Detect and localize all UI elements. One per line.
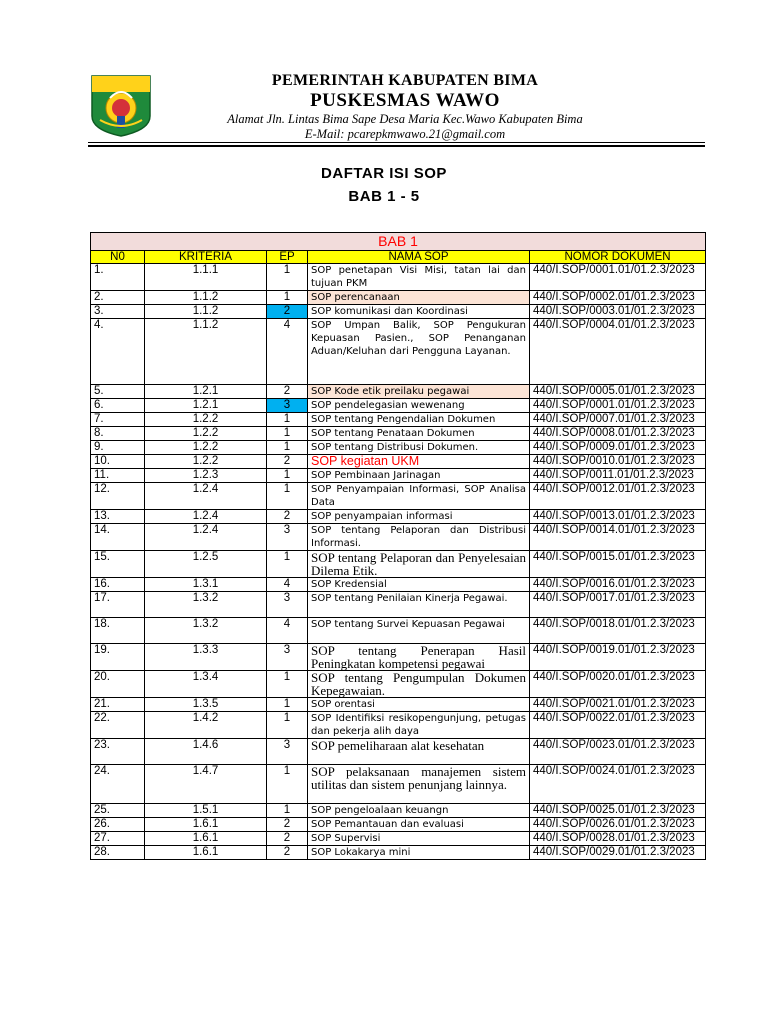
cell-kriteria: 1.2.4	[145, 524, 267, 551]
cell-ep: 1	[267, 483, 308, 510]
cell-nama: SOP Identifiksi resikopengunjung, petugas dan pekerja alih daya	[308, 712, 530, 739]
cell-nomor: 440/I.SOP/0003.01/01.2.3/2023	[530, 305, 706, 319]
cell-nama: SOP pelaksanaan manajemen sistem utilitas dan sistem penunjang lainnya.	[308, 765, 530, 804]
cell-no: 26.	[91, 818, 145, 832]
cell-kriteria: 1.4.2	[145, 712, 267, 739]
section-row	[91, 233, 706, 251]
cell-no: 23.	[91, 739, 145, 765]
cell-ep: 1	[267, 264, 308, 291]
table-row	[91, 455, 706, 469]
cell-nama: SOP tentang Penilaian Kinerja Pegawai.	[308, 592, 530, 618]
cell-kriteria: 1.4.7	[145, 765, 267, 804]
cell-kriteria: 1.2.2	[145, 455, 267, 469]
cell-kriteria: 1.3.3	[145, 644, 267, 671]
cell-no: 14.	[91, 524, 145, 551]
cell-kriteria: 1.6.1	[145, 846, 267, 860]
cell-nama: SOP Kode etik preilaku pegawai	[308, 385, 530, 399]
cell-no: 19.	[91, 644, 145, 671]
cell-kriteria: 1.2.2	[145, 427, 267, 441]
table-row	[91, 483, 706, 510]
table-row	[91, 291, 706, 305]
header-nomor-dokumen: NOMOR DOKUMEN	[530, 251, 706, 264]
cell-kriteria: 1.2.1	[145, 385, 267, 399]
table-row	[91, 510, 706, 524]
cell-ep: 4	[267, 319, 308, 385]
cell-no: 1.	[91, 264, 145, 291]
table-row	[91, 818, 706, 832]
cell-nama: SOP tentang Pelaporan dan Distribusi Informasi.	[308, 524, 530, 551]
cell-ep: 1	[267, 441, 308, 455]
header-row	[91, 251, 706, 264]
cell-ep: 2	[267, 846, 308, 860]
cell-kriteria: 1.3.1	[145, 578, 267, 592]
table-row	[91, 698, 706, 712]
cell-no: 16.	[91, 578, 145, 592]
email: E-Mail: pcarepkmwawo.21@gmail.com	[304, 127, 506, 141]
header-no: N0	[91, 251, 145, 264]
cell-no: 5.	[91, 385, 145, 399]
cell-no: 4.	[91, 319, 145, 385]
cell-nama: SOP tentang Penataan Dokumen	[308, 427, 530, 441]
table-row	[91, 264, 706, 291]
cell-nomor: 440/I.SOP/0001.01/01.2.3/2023	[530, 264, 706, 291]
cell-kriteria: 1.2.4	[145, 510, 267, 524]
cell-kriteria: 1.4.6	[145, 739, 267, 765]
bima-regency-emblem-icon	[90, 72, 152, 138]
table-row	[91, 551, 706, 578]
cell-no: 22.	[91, 712, 145, 739]
cell-no: 3.	[91, 305, 145, 319]
cell-ep: 1	[267, 804, 308, 818]
cell-kriteria: 1.3.2	[145, 592, 267, 618]
cell-ep: 2	[267, 385, 308, 399]
sop-table	[90, 232, 706, 860]
table-row	[91, 399, 706, 413]
table-row	[91, 671, 706, 698]
table-row	[91, 305, 706, 319]
letterhead-text	[160, 72, 650, 142]
cell-kriteria: 1.2.1	[145, 399, 267, 413]
cell-no: 7.	[91, 413, 145, 427]
cell-ep: 1	[267, 712, 308, 739]
cell-nomor: 440/I.SOP/0029.01/01.2.3/2023	[530, 846, 706, 860]
cell-nama: SOP tentang Penerapan Hasil Peningkatan kompetensi pegawai	[308, 644, 530, 671]
cell-nama: SOP pengeloalaan keuangn	[308, 804, 530, 818]
cell-ep: 4	[267, 578, 308, 592]
table-row	[91, 469, 706, 483]
cell-nomor: 440/I.SOP/0026.01/01.2.3/2023	[530, 818, 706, 832]
cell-nomor: 440/I.SOP/0007.01/01.2.3/2023	[530, 413, 706, 427]
cell-ep: 2	[267, 818, 308, 832]
cell-nama: SOP orentasi	[308, 698, 530, 712]
cell-no: 13.	[91, 510, 145, 524]
cell-nomor: 440/I.SOP/0021.01/01.2.3/2023	[530, 698, 706, 712]
cell-kriteria: 1.6.1	[145, 818, 267, 832]
cell-kriteria: 1.1.2	[145, 305, 267, 319]
cell-ep: 1	[267, 671, 308, 698]
cell-no: 8.	[91, 427, 145, 441]
letterhead	[0, 60, 768, 140]
table-row	[91, 385, 706, 399]
cell-nama: SOP Pemantauan dan evaluasi	[308, 818, 530, 832]
cell-nomor: 440/I.SOP/0018.01/01.2.3/2023	[530, 618, 706, 644]
cell-nomor: 440/I.SOP/0028.01/01.2.3/2023	[530, 832, 706, 846]
cell-nomor: 440/I.SOP/0005.01/01.2.3/2023	[530, 385, 706, 399]
cell-kriteria: 1.3.5	[145, 698, 267, 712]
cell-ep: 3	[267, 524, 308, 551]
cell-no: 10.	[91, 455, 145, 469]
cell-nomor: 440/I.SOP/0001.01/01.2.3/2023	[530, 399, 706, 413]
table-row	[91, 524, 706, 551]
cell-ep: 1	[267, 413, 308, 427]
cell-nomor: 440/I.SOP/0025.01/01.2.3/2023	[530, 804, 706, 818]
cell-no: 28.	[91, 846, 145, 860]
cell-nama: SOP Kredensial	[308, 578, 530, 592]
cell-ep: 1	[267, 765, 308, 804]
table-row	[91, 427, 706, 441]
address: Alamat Jln. Lintas Bima Sape Desa Maria Kec.Wawo Kabupaten Bima	[227, 112, 583, 126]
cell-ep: 3	[267, 739, 308, 765]
cell-no: 2.	[91, 291, 145, 305]
table-row	[91, 441, 706, 455]
cell-nomor: 440/I.SOP/0019.01/01.2.3/2023	[530, 644, 706, 671]
cell-no: 25.	[91, 804, 145, 818]
cell-ep: 2	[267, 305, 308, 319]
cell-nama: SOP tentang Pelaporan dan Penyelesaian Dilema Etik.	[308, 551, 530, 578]
cell-nama: SOP Penyampaian Informasi, SOP Analisa Data	[308, 483, 530, 510]
document-subtitle: BAB 1 - 5	[348, 188, 420, 205]
government-name: PEMERINTAH KABUPATEN BIMA	[271, 72, 539, 89]
letterhead-rule-thick	[88, 145, 705, 147]
table-row	[91, 413, 706, 427]
table-row	[91, 765, 706, 804]
cell-no: 17.	[91, 592, 145, 618]
cell-kriteria: 1.5.1	[145, 804, 267, 818]
cell-ep: 3	[267, 592, 308, 618]
table-row	[91, 644, 706, 671]
table-row	[91, 846, 706, 860]
cell-kriteria: 1.3.4	[145, 671, 267, 698]
letterhead-rule	[88, 142, 705, 143]
cell-nama: SOP perencanaan	[308, 291, 530, 305]
table-row	[91, 592, 706, 618]
cell-nomor: 440/I.SOP/0009.01/01.2.3/2023	[530, 441, 706, 455]
cell-ep: 2	[267, 510, 308, 524]
cell-ep: 4	[267, 618, 308, 644]
cell-nama: SOP Supervisi	[308, 832, 530, 846]
table-row	[91, 319, 706, 385]
cell-nama: SOP Lokakarya mini	[308, 846, 530, 860]
cell-nomor: 440/I.SOP/0017.01/01.2.3/2023	[530, 592, 706, 618]
table-row	[91, 578, 706, 592]
cell-kriteria: 1.3.2	[145, 618, 267, 644]
cell-nama: SOP komunikasi dan Koordinasi	[308, 305, 530, 319]
cell-kriteria: 1.2.5	[145, 551, 267, 578]
table-row	[91, 739, 706, 765]
cell-nama: SOP penetapan Visi Misi, tatan lai dan tujuan PKM	[308, 264, 530, 291]
cell-nama: SOP tentang Pengendalian Dokumen	[308, 413, 530, 427]
cell-ep: 3	[267, 399, 308, 413]
table-row	[91, 804, 706, 818]
cell-no: 12.	[91, 483, 145, 510]
header-nama-sop: NAMA SOP	[308, 251, 530, 264]
cell-nomor: 440/I.SOP/0020.01/01.2.3/2023	[530, 671, 706, 698]
cell-ep: 1	[267, 469, 308, 483]
cell-kriteria: 1.1.2	[145, 319, 267, 385]
institution-name: PUSKESMAS WAWO	[310, 90, 500, 111]
cell-no: 11.	[91, 469, 145, 483]
cell-ep: 1	[267, 698, 308, 712]
cell-nomor: 440/I.SOP/0012.01/01.2.3/2023	[530, 483, 706, 510]
table-row	[91, 832, 706, 846]
cell-nama: SOP pendelegasian wewenang	[308, 399, 530, 413]
cell-nama: SOP pemeliharaan alat kesehatan	[308, 739, 530, 765]
cell-ep: 2	[267, 832, 308, 846]
cell-no: 27.	[91, 832, 145, 846]
cell-nama: SOP Pembinaan Jarinagan	[308, 469, 530, 483]
cell-kriteria: 1.2.2	[145, 441, 267, 455]
cell-kriteria: 1.1.1	[145, 264, 267, 291]
cell-nama: SOP Umpan Balik, SOP Pengukuran Kepuasan Pasien., SOP Penanganan Aduan/Keluhan dari Pengguna Layanan.	[308, 319, 530, 385]
cell-kriteria: 1.2.3	[145, 469, 267, 483]
cell-nama: SOP tentang Distribusi Dokumen.	[308, 441, 530, 455]
cell-nama: SOP penyampaian informasi	[308, 510, 530, 524]
cell-nomor: 440/I.SOP/0013.01/01.2.3/2023	[530, 510, 706, 524]
cell-ep: 1	[267, 427, 308, 441]
cell-nomor: 440/I.SOP/0004.01/01.2.3/2023	[530, 319, 706, 385]
cell-kriteria: 1.2.2	[145, 413, 267, 427]
cell-nomor: 440/I.SOP/0024.01/01.2.3/2023	[530, 765, 706, 804]
cell-nomor: 440/I.SOP/0015.01/01.2.3/2023	[530, 551, 706, 578]
table-row	[91, 618, 706, 644]
cell-kriteria: 1.6.1	[145, 832, 267, 846]
cell-nama: SOP tentang Pengumpulan Dokumen Kepegawaian.	[308, 671, 530, 698]
cell-kriteria: 1.1.2	[145, 291, 267, 305]
cell-nomor: 440/I.SOP/0002.01/01.2.3/2023	[530, 291, 706, 305]
cell-nomor: 440/I.SOP/0022.01/01.2.3/2023	[530, 712, 706, 739]
cell-nama: SOP tentang Survei Kepuasan Pegawai	[308, 618, 530, 644]
cell-ep: 1	[267, 291, 308, 305]
cell-nama: SOP kegiatan UKM	[308, 455, 530, 469]
cell-nomor: 440/I.SOP/0023.01/01.2.3/2023	[530, 739, 706, 765]
document-title: DAFTAR ISI SOP	[321, 165, 447, 182]
cell-ep: 3	[267, 644, 308, 671]
cell-nomor: 440/I.SOP/0014.01/01.2.3/2023	[530, 524, 706, 551]
cell-ep: 1	[267, 551, 308, 578]
cell-no: 20.	[91, 671, 145, 698]
cell-no: 15.	[91, 551, 145, 578]
cell-ep: 2	[267, 455, 308, 469]
header-ep: EP	[267, 251, 308, 264]
cell-no: 24.	[91, 765, 145, 804]
cell-no: 21.	[91, 698, 145, 712]
section-label: BAB 1	[91, 233, 706, 251]
table-row	[91, 712, 706, 739]
cell-nomor: 440/I.SOP/0016.01/01.2.3/2023	[530, 578, 706, 592]
cell-no: 6.	[91, 399, 145, 413]
header-kriteria: KRITERIA	[145, 251, 267, 264]
cell-no: 9.	[91, 441, 145, 455]
cell-kriteria: 1.2.4	[145, 483, 267, 510]
cell-nomor: 440/I.SOP/0010.01/01.2.3/2023	[530, 455, 706, 469]
cell-nomor: 440/I.SOP/0011.01/01.2.3/2023	[530, 469, 706, 483]
cell-no: 18.	[91, 618, 145, 644]
cell-nomor: 440/I.SOP/0008.01/01.2.3/2023	[530, 427, 706, 441]
